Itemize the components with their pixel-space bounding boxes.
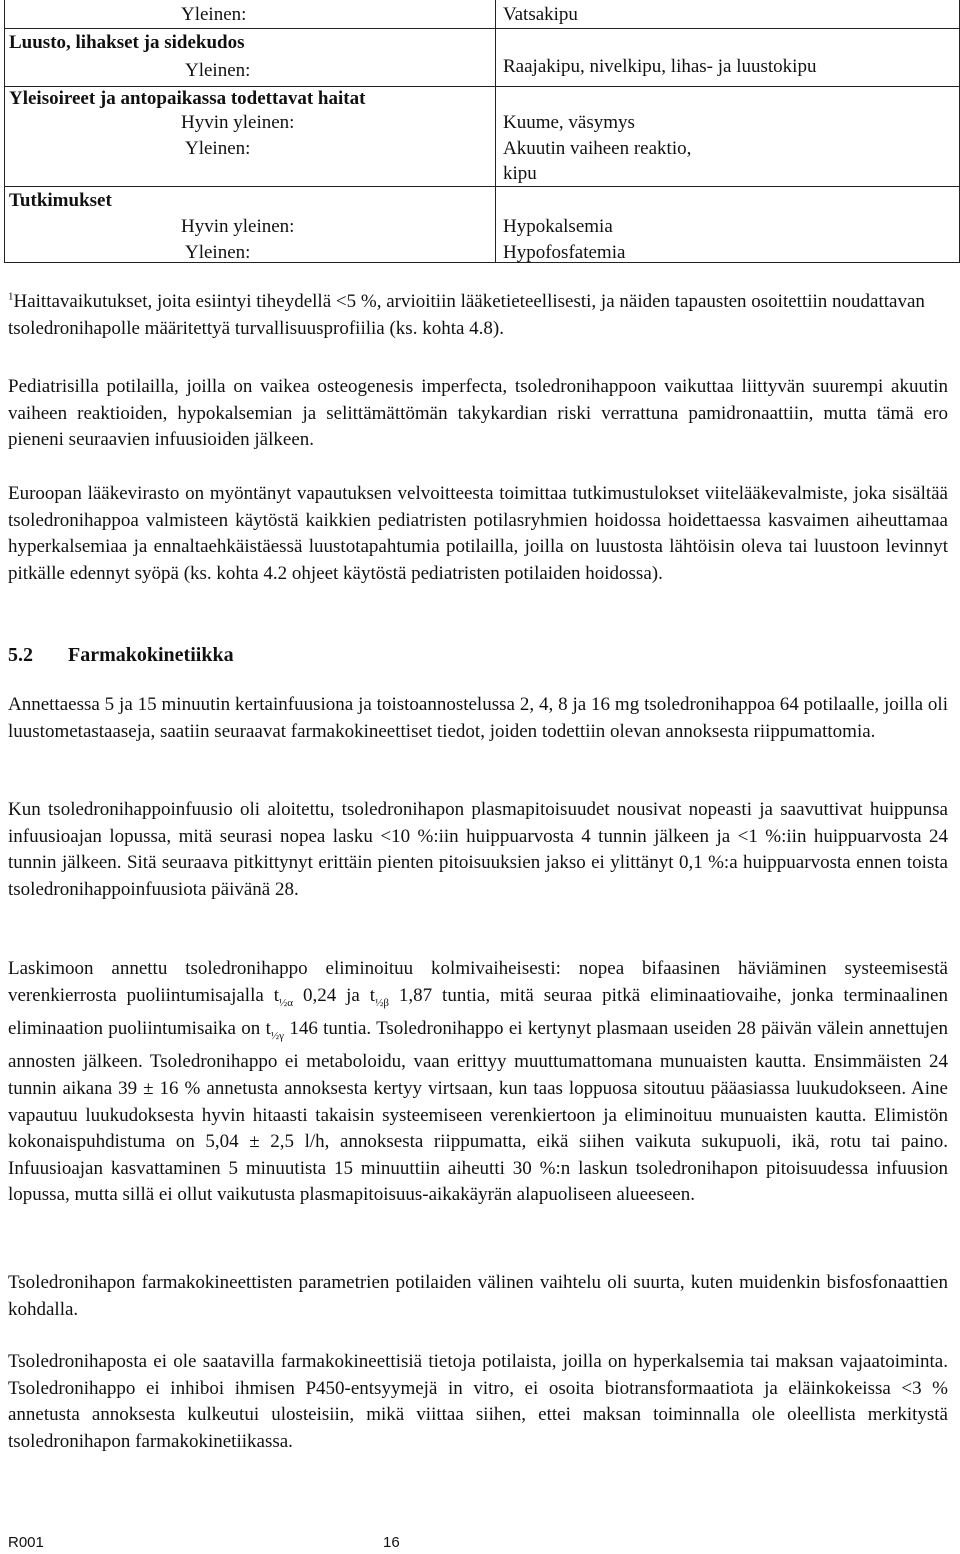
- elimination-text: 1,87 tuntia, mitä seuraa pitkä eliminaatiovaihe, jonka terminaalinen eliminaation puoliintumisaika on t: [8, 984, 948, 1039]
- effect-label: Akuutin vaiheen reaktio,: [503, 138, 692, 159]
- paragraph-elimination: [8, 956, 948, 1209]
- row-divider: [5, 186, 959, 187]
- paragraph-hepatic: Tsoledronihaposta ei ole saatavilla farmakokineettisiä tietoja potilaista, joilla on hyperkalsemia tai maksan vajaatoiminta. Tsoledronihappo ei inhiboi ihmisen P450-entsyymejä in vitro, ei osoita biotransformaatiota ja eläinkokeissa <3 % annetusta annoksesta kulkeutui ulosteisiin, mikä viittaa siihen, ettei maksan toiminnalla ole oleellista merkitystä tsoledronihapon farmakokinetiikassa.: [8, 1351, 948, 1452]
- effect-label-continued: kipu: [503, 163, 537, 184]
- effect-label: Hypokalsemia: [503, 216, 613, 237]
- paragraph-plasma-concentrations: Kun tsoledronihappoinfuusio oli aloitettu, tsoledronihapon plasmapitoisuudet nousivat nopeasti ja saavuttivat huippunsa infuusioajan lopussa, mitä seurasi nopea lasku <10 %:iin huippuarvosta 4 tunnin jälkeen ja <1 %:iin huippuarvosta 24 tunnin jälkeen. Sitä seuraava pitkittynyt erittäin pienten pitoisuuksien jakso ei ylittänyt 0,1 %:a huippuarvosta ennen toista tsoledronihappoinfuusiota päivänä 28.: [8, 799, 948, 900]
- footer-document-code: R001: [8, 1534, 44, 1551]
- frequency-label: Hyvin yleinen:: [181, 216, 295, 237]
- elimination-text: Laskimoon annettu tsoledronihappo eliminoituu kolmivaiheisesti: nopea bifaasinen häviäminen systeemisestä verenkierrosta puoliintumisajalla t: [8, 958, 948, 1006]
- half-life-subscript: ½α: [279, 996, 294, 1009]
- effect-label: Raajakipu, nivelkipu, lihas- ja luustokipu: [503, 56, 817, 77]
- frequency-label: Yleinen:: [185, 60, 251, 81]
- frequency-label: Yleinen:: [181, 4, 247, 25]
- effect-label: Vatsakipu: [503, 4, 578, 25]
- frequency-label: Yleinen:: [185, 138, 251, 159]
- paragraph-dose-proportionality: Annettaessa 5 ja 15 minuutin kertainfuusiona ja toistoannostelussa 2, 4, 8 ja 16 mg tsoledronihappoa 64 potilaalle, joilla oli luustometastaaseja, saatiin seuraavat farmakokineettiset tiedot, joiden todettiin olevan annoksesta riippumattomia.: [8, 694, 948, 742]
- organ-group-heading: Yleisoireet ja antopaikassa todettavat haitat: [9, 88, 366, 109]
- effect-label: Kuume, väsymys: [503, 112, 635, 133]
- paragraph-variability: Tsoledronihapon farmakokineettisten parametrien potilaiden välinen vaihtelu oli suurta, kuten muidenkin bisfosfonaattien kohdalla.: [8, 1272, 948, 1320]
- footer-page-number: 16: [383, 1534, 400, 1551]
- elimination-text: 0,24 ja t: [293, 984, 376, 1006]
- footnote-text: Haittavaikutukset, joita esiintyi tiheydellä <5 %, arvioitiin lääketieteellisesti, ja näiden tapausten osoitettiin noudattavan tsoledronihapolle määritettyä turvallisuusprofiilia (ks. kohta 4.8).: [8, 291, 925, 339]
- row-divider: [5, 86, 959, 87]
- table-footnote: [8, 288, 948, 342]
- elimination-text: 146 tuntia. Tsoledronihappo ei kertynyt plasmaan useiden 28 päivän välein annettujen annosten jälkeen. Tsoledronihappo ei metaboloidu, vaan erittyy muuttumattomana munuaisten kautta. Ensimmäisten 24 tunnin aikana 39 ± 16 % annetusta annoksesta kertyy virtsaan, kun taas loppuosa sitoutuu pääasiassa luukudokseen. Aine vapautuu luukudoksesta hyvin hitaasti takaisin systeemiseen verenkiertoon ja eliminoituu munuaisten kautta. Elimistön kokonaispuhdistuma on 5,04 ± 2,5 l/h, annoksesta riippumatta, eikä siihen vaikuta sukupuoli, ikä, rotu tai paino. Infuusioajan kasvattaminen 5 minuutista 15 minuuttiin aiheutti 30 %:n laskun tsoledronihapon pitoisuudessa infuusion lopussa, mutta sillä ei ollut vaikutusta plasmapitoisuus-aikakäyrän alapuoliseen alueeseen.: [8, 1017, 949, 1206]
- effect-label: Hypofosfatemia: [503, 242, 626, 263]
- half-life-subscript: ½γ: [270, 1029, 285, 1042]
- half-life-subscript: ½β: [375, 996, 389, 1009]
- row-divider: [5, 28, 959, 29]
- organ-group-heading: Tutkimukset: [9, 190, 112, 211]
- footnote-marker: 1: [8, 290, 14, 303]
- adverse-effects-table: [4, 0, 960, 263]
- section-title: Farmakokinetiikka: [68, 644, 234, 666]
- paragraph-ema-waiver: Euroopan lääkevirasto on myöntänyt vapautuksen velvoitteesta toimittaa tutkimustulokset viitelääkevalmiste, joka sisältää tsoledronihappoa valmisteen käytöstä kaikkien pediatristen potilasryhmien hoidossa hoidettaessa kasvaimen aiheuttamaa hyperkalsemiaa ja ennaltaehkäistäessä luustotapahtumia potilailla, joilla on luustosta lähtöisin oleva tai luustoon levinnyt pitkälle edennyt syöpä (ks. kohta 4.2 ohjeet käytöstä pediatristen potilaiden hoidossa).: [8, 483, 948, 584]
- column-divider: [495, 0, 496, 262]
- organ-group-heading: Luusto, lihakset ja sidekudos: [9, 32, 245, 53]
- section-number: 5.2: [8, 644, 33, 666]
- paragraph-pediatric-oi: Pediatrisilla potilailla, joilla on vaikea osteogenesis imperfecta, tsoledronihappoon vaikuttaa liittyvän suurempi akuutin vaiheen reaktioiden, hypokalsemian ja selittämättömän takykardian riski verrattuna pamidronaattiin, mutta tämä ero pieneni seuraavien infuusioiden jälkeen.: [8, 376, 948, 451]
- frequency-label: Hyvin yleinen:: [181, 112, 295, 133]
- frequency-label: Yleinen:: [185, 242, 251, 263]
- section-heading: [8, 641, 234, 669]
